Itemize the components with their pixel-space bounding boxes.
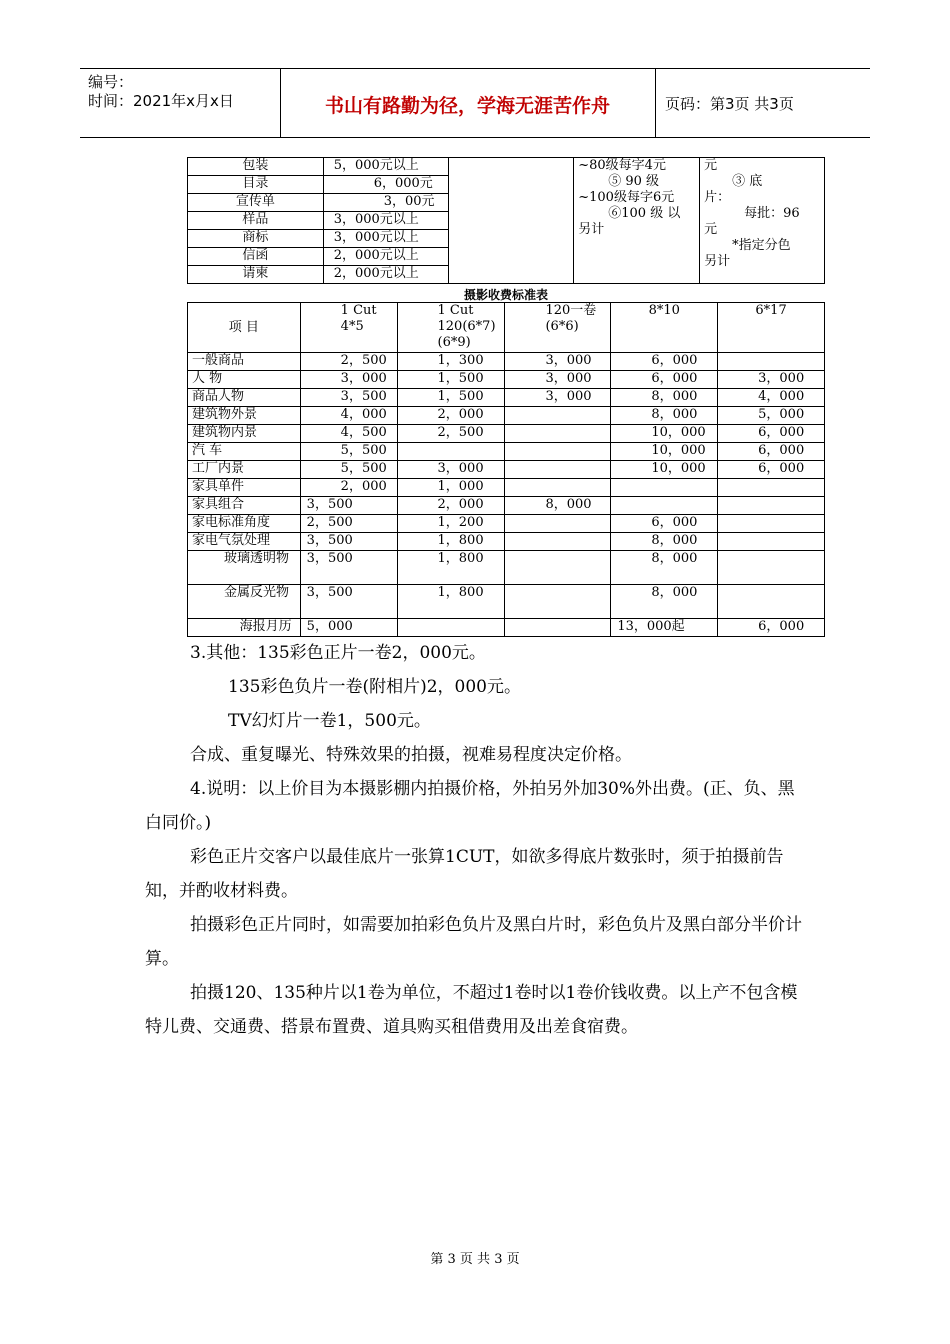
- plate-pricing-cell: [700, 158, 825, 284]
- price-cell: 3，000元以上: [323, 230, 448, 248]
- paragraph: TV幻灯片一卷1，500元。: [228, 711, 431, 731]
- value-cell: 5，000: [300, 619, 397, 637]
- paragraph: 4.说明：以上价目为本摄影棚内拍摄价格，外拍另外加30%外出费。(正、负、黑白同价。): [145, 779, 795, 833]
- value-cell: 2，500: [300, 353, 397, 371]
- header-row: [188, 303, 825, 353]
- price-cell: 3，000元以上: [323, 212, 448, 230]
- value-cell: 6，000: [718, 443, 825, 461]
- value-cell: 3，500: [300, 585, 397, 619]
- item-cell: 金属反光物: [188, 585, 301, 619]
- header-motto: 书山有路勤为径，学海无涯苦作舟: [324, 95, 610, 117]
- value-cell: 8，000: [611, 585, 718, 619]
- value-cell: 1，300: [397, 353, 505, 371]
- value-cell: 3，000: [397, 461, 505, 479]
- value-cell: 3，000: [300, 371, 397, 389]
- table-row: [188, 551, 825, 585]
- value-cell: 10，000: [611, 425, 718, 443]
- item-cell: 工厂内景: [188, 461, 301, 479]
- table-row: [188, 425, 825, 443]
- value-cell: 13，000起: [611, 619, 718, 637]
- column-header: 1 Cut 4*5: [300, 303, 397, 353]
- value-cell: 3，000: [718, 371, 825, 389]
- value-cell: 8，000: [611, 407, 718, 425]
- design-pricing-table: [187, 157, 825, 284]
- value-cell: [505, 407, 611, 425]
- value-cell: 4，500: [300, 425, 397, 443]
- item-cell: 建筑物外景: [188, 407, 301, 425]
- value-cell: 8，000: [611, 551, 718, 585]
- text-line: 另计: [578, 222, 605, 237]
- item-cell: 家电气氛处理: [188, 533, 301, 551]
- item-cell: 商品人物: [188, 389, 301, 407]
- table-row: [188, 407, 825, 425]
- text-line: 每批：96: [744, 206, 800, 221]
- value-cell: 2，000: [397, 407, 505, 425]
- item-cell: 家具组合: [188, 497, 301, 515]
- value-cell: 3，500: [300, 389, 397, 407]
- value-cell: 3，000: [505, 389, 611, 407]
- value-cell: 4，000: [718, 389, 825, 407]
- item-cell: 建筑物内景: [188, 425, 301, 443]
- photo-table-caption: 摄影收费标准表: [463, 288, 548, 302]
- value-cell: 2，500: [397, 425, 505, 443]
- value-cell: 2，500: [300, 515, 397, 533]
- value-cell: 3，500: [300, 497, 397, 515]
- text-line: ⑥100 级 以: [608, 206, 681, 221]
- text-line: 片：: [704, 190, 731, 205]
- text-line: ③ 底: [732, 174, 763, 189]
- value-cell: 3，000: [505, 353, 611, 371]
- value-cell: 6，000: [718, 461, 825, 479]
- value-cell: [718, 479, 825, 497]
- text-line: *指定分色: [732, 238, 791, 253]
- table-row: [188, 533, 825, 551]
- value-cell: [397, 443, 505, 461]
- table-row: [188, 585, 825, 619]
- value-cell: [505, 515, 611, 533]
- value-cell: 6，000: [718, 619, 825, 637]
- value-cell: 3，500: [300, 551, 397, 585]
- number-label: 编号：: [88, 73, 134, 91]
- paragraph: 拍摄彩色正片同时，如需要加拍彩色负片及黑白片时，彩色负片及黑白部分半价计算。: [145, 915, 802, 969]
- value-cell: 2，000: [300, 479, 397, 497]
- value-cell: 1，500: [397, 371, 505, 389]
- value-cell: [718, 551, 825, 585]
- value-cell: 10，000: [611, 461, 718, 479]
- item-cell: 商标: [188, 230, 324, 248]
- value-cell: 3，500: [300, 533, 397, 551]
- value-cell: 1，800: [397, 533, 505, 551]
- value-cell: 1，800: [397, 551, 505, 585]
- value-cell: 2，000: [397, 497, 505, 515]
- value-cell: 6，000: [611, 515, 718, 533]
- value-cell: [718, 353, 825, 371]
- table-row: [188, 443, 825, 461]
- value-cell: 6，000: [611, 371, 718, 389]
- value-cell: [718, 515, 825, 533]
- item-cell: 家电标准角度: [188, 515, 301, 533]
- table-row: [188, 619, 825, 637]
- photo-pricing-table: [187, 302, 825, 637]
- column-header: 120一卷 (6*6): [505, 303, 611, 353]
- item-cell: 人 物: [188, 371, 301, 389]
- price-cell: 5，000元以上: [323, 158, 448, 176]
- value-cell: [505, 461, 611, 479]
- paragraph: 3.其他：135彩色正片一卷2，000元。: [190, 643, 486, 663]
- column-header: 8*10: [611, 303, 718, 353]
- paragraph: 拍摄120、135种片以1卷为单位，不超过1卷时以1卷价钱收费。以上产不包含模特儿费、交通费、搭景布置费、道具购买租借费用及出差食宿费。: [145, 983, 798, 1037]
- price-cell: 3，00元: [323, 194, 448, 212]
- value-cell: 5，500: [300, 443, 397, 461]
- table-row: [188, 515, 825, 533]
- value-cell: 1，200: [397, 515, 505, 533]
- paragraph: 135彩色负片一卷(附相片)2，000元。: [228, 677, 521, 697]
- table-row: [188, 461, 825, 479]
- value-cell: [718, 497, 825, 515]
- value-cell: [505, 619, 611, 637]
- paragraph: 彩色正片交客户以最佳底片一张算1CUT，如欲多得底片数张时，须于拍摄前告知，并酌收材料费。: [145, 847, 784, 901]
- item-cell: 请柬: [188, 266, 324, 284]
- table-row: [188, 353, 825, 371]
- paragraph: 合成、重复曝光、特殊效果的拍摄，视难易程度决定价格。: [190, 745, 632, 765]
- price-cell: 2，000元以上: [323, 266, 448, 284]
- column-header: 项 目: [188, 303, 301, 353]
- header-meta: [88, 73, 234, 111]
- value-cell: [505, 533, 611, 551]
- text-line: ⑤ 90 级: [608, 174, 660, 189]
- body-text: [145, 636, 805, 1044]
- item-cell: 包装: [188, 158, 324, 176]
- value-cell: [397, 619, 505, 637]
- page-footer: 第 3 页 共 3 页: [430, 1252, 520, 1267]
- table-row: [188, 371, 825, 389]
- value-cell: 3，000: [505, 371, 611, 389]
- value-cell: [505, 443, 611, 461]
- value-cell: 4，000: [300, 407, 397, 425]
- value-cell: [718, 585, 825, 619]
- value-cell: 6，000: [611, 353, 718, 371]
- value-cell: 6，000: [718, 425, 825, 443]
- value-cell: [505, 425, 611, 443]
- value-cell: [611, 479, 718, 497]
- price-cell: 2，000元以上: [323, 248, 448, 266]
- font-size-pricing-cell: [574, 158, 700, 284]
- item-cell: 信函: [188, 248, 324, 266]
- value-cell: 8，000: [505, 497, 611, 515]
- table-row: [188, 479, 825, 497]
- text-line: 元: [704, 222, 718, 237]
- header-divider: [655, 69, 656, 137]
- value-cell: [505, 551, 611, 585]
- value-cell: [505, 585, 611, 619]
- item-cell: 家具单件: [188, 479, 301, 497]
- item-cell: 样品: [188, 212, 324, 230]
- value-cell: 5，000: [718, 407, 825, 425]
- item-cell: 海报月历: [188, 619, 301, 637]
- table-row: [188, 389, 825, 407]
- empty-cell: [448, 158, 574, 284]
- value-cell: 1，800: [397, 585, 505, 619]
- value-cell: 1，000: [397, 479, 505, 497]
- value-cell: [718, 533, 825, 551]
- text-line: 元: [704, 158, 718, 173]
- value-cell: 5，500: [300, 461, 397, 479]
- item-cell: 汽 车: [188, 443, 301, 461]
- item-cell: 目录: [188, 176, 324, 194]
- page-header: [80, 68, 870, 138]
- value-cell: 1，500: [397, 389, 505, 407]
- item-cell: 宣传单: [188, 194, 324, 212]
- text-line: 另计: [704, 254, 731, 269]
- text-line: ~100级每字6元: [578, 190, 675, 205]
- table-row: [188, 497, 825, 515]
- column-header: 6*17: [718, 303, 825, 353]
- column-header: 1 Cut 120(6*7) (6*9): [397, 303, 505, 353]
- table-row: [188, 158, 825, 176]
- item-cell: 玻璃透明物: [188, 551, 301, 585]
- value-cell: 8，000: [611, 533, 718, 551]
- value-cell: 8，000: [611, 389, 718, 407]
- item-cell: 一般商品: [188, 353, 301, 371]
- text-line: ~80级每字4元: [578, 158, 666, 173]
- value-cell: 10，000: [611, 443, 718, 461]
- time-label: 时间：2021年x月x日: [88, 92, 234, 110]
- header-page-number: 页码：第3页 共3页: [665, 95, 794, 113]
- price-cell: 6，000元: [323, 176, 448, 194]
- value-cell: [611, 497, 718, 515]
- value-cell: [505, 479, 611, 497]
